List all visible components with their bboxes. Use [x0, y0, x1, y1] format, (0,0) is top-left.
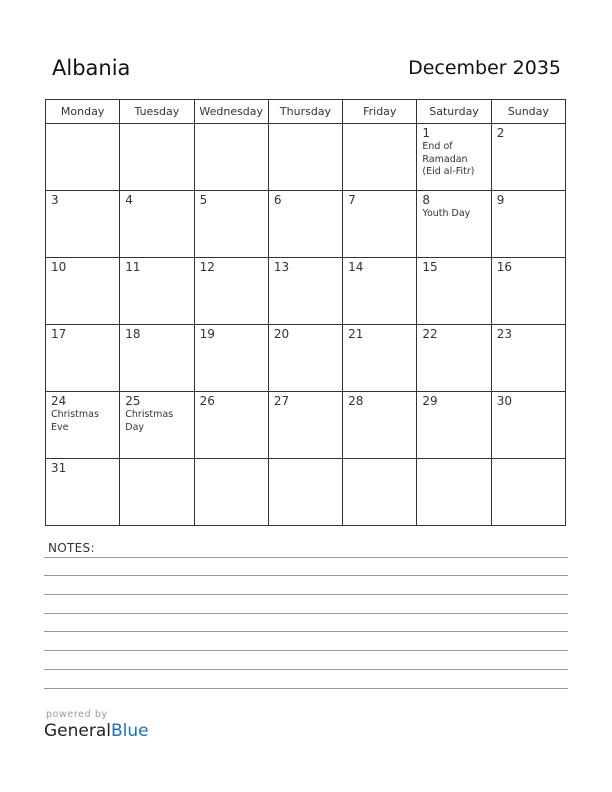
weekday-tuesday: Tuesday: [120, 100, 194, 124]
page-title-country: Albania: [52, 56, 131, 80]
day-number: 12: [199, 260, 215, 274]
day-cell: [46, 392, 120, 459]
day-number: 30: [496, 394, 512, 408]
day-number: 21: [348, 327, 364, 341]
day-number: 9: [496, 193, 505, 207]
weekday-friday: Friday: [343, 100, 417, 124]
day-cell: [491, 258, 565, 325]
day-number: 8: [422, 193, 431, 207]
day-cell: [46, 191, 120, 258]
day-cell: [417, 459, 491, 526]
day-cell: [46, 124, 120, 191]
weekday-saturday: Saturday: [417, 100, 491, 124]
day-number: 4: [125, 193, 133, 207]
holiday-label: Christmas Eve: [51, 409, 99, 433]
holiday-label: Christmas Day: [125, 409, 174, 433]
week-row: [46, 258, 566, 325]
day-cell: [268, 325, 342, 392]
notes-line: [44, 613, 568, 614]
day-number: 16: [496, 260, 512, 274]
weekday-thursday: Thursday: [268, 100, 342, 124]
day-cell: [417, 392, 491, 459]
day-cell: [343, 124, 417, 191]
day-cell: [120, 459, 194, 526]
page-title-month: December 2035: [408, 57, 561, 79]
day-cell: [194, 191, 268, 258]
day-cell: [120, 325, 194, 392]
notes-line: [44, 650, 568, 651]
day-cell: [268, 392, 342, 459]
day-cell: [268, 191, 342, 258]
day-number: 1: [422, 126, 431, 140]
day-number: 13: [273, 260, 290, 274]
day-cell: [343, 392, 417, 459]
week-row: [46, 191, 566, 258]
day-cell: [268, 459, 342, 526]
holiday-label: Youth Day: [422, 208, 471, 219]
weekday-sunday: Sunday: [491, 100, 565, 124]
day-cell: [343, 325, 417, 392]
day-cell: [268, 124, 342, 191]
day-cell: [491, 459, 565, 526]
day-cell: [120, 124, 194, 191]
day-number: 28: [348, 394, 364, 408]
day-number: 20: [273, 327, 290, 341]
day-cell: [120, 258, 194, 325]
day-cell: [120, 191, 194, 258]
day-cell: [343, 459, 417, 526]
day-number: 19: [199, 327, 215, 341]
day-number: 11: [125, 260, 141, 274]
weekday-monday: Monday: [46, 100, 120, 124]
week-row: [46, 392, 566, 459]
day-cell: [491, 191, 565, 258]
week-row: [46, 325, 566, 392]
day-number: 22: [422, 327, 438, 341]
powered-by-text: powered by: [46, 709, 108, 720]
day-cell: [491, 325, 565, 392]
day-cell: [268, 258, 342, 325]
notes-label: NOTES:: [48, 541, 95, 555]
notes-line: [44, 669, 568, 670]
day-cell: [417, 325, 491, 392]
day-number: 6: [273, 193, 282, 207]
weekday-wednesday: Wednesday: [194, 100, 268, 124]
day-number: 15: [422, 260, 438, 274]
notes-line: [44, 575, 568, 576]
day-cell: [194, 258, 268, 325]
day-cell: [194, 459, 268, 526]
day-cell: [46, 325, 120, 392]
calendar-grid: [45, 99, 566, 526]
day-number: 5: [199, 193, 208, 207]
brand-logo: [44, 721, 149, 741]
week-row: [46, 124, 566, 191]
day-number: 17: [51, 327, 67, 341]
day-number: 29: [422, 394, 438, 408]
day-cell: [46, 258, 120, 325]
day-cell: [417, 258, 491, 325]
day-number: 7: [348, 193, 356, 207]
day-number: 3: [51, 193, 59, 207]
day-cell: [46, 459, 120, 526]
weekday-header-row: [46, 100, 566, 124]
day-cell: [417, 191, 491, 258]
notes-line: [44, 631, 568, 632]
week-row: [46, 459, 566, 526]
day-cell: [194, 124, 268, 191]
notes-line: [44, 594, 568, 595]
brand-general: General: [44, 721, 111, 741]
notes-line: [44, 557, 568, 558]
day-number: 23: [496, 327, 512, 341]
day-cell: [194, 392, 268, 459]
day-cell: [417, 124, 491, 191]
brand-blue: Blue: [111, 721, 149, 741]
day-number: 27: [273, 394, 290, 408]
day-number: 26: [199, 394, 215, 408]
day-cell: [343, 258, 417, 325]
day-number: 18: [125, 327, 141, 341]
day-number: 25: [125, 394, 141, 408]
day-number: 31: [51, 461, 67, 475]
day-cell: [343, 191, 417, 258]
day-cell: [194, 325, 268, 392]
day-cell: [491, 124, 565, 191]
day-number: 2: [496, 126, 505, 140]
day-cell: [491, 392, 565, 459]
day-number: 10: [51, 260, 67, 274]
day-cell: [120, 392, 194, 459]
holiday-label: End of Ramadan (Eid al-Fitr): [422, 141, 475, 177]
day-number: 14: [348, 260, 364, 274]
day-number: 24: [51, 394, 67, 408]
notes-line: [44, 688, 568, 689]
